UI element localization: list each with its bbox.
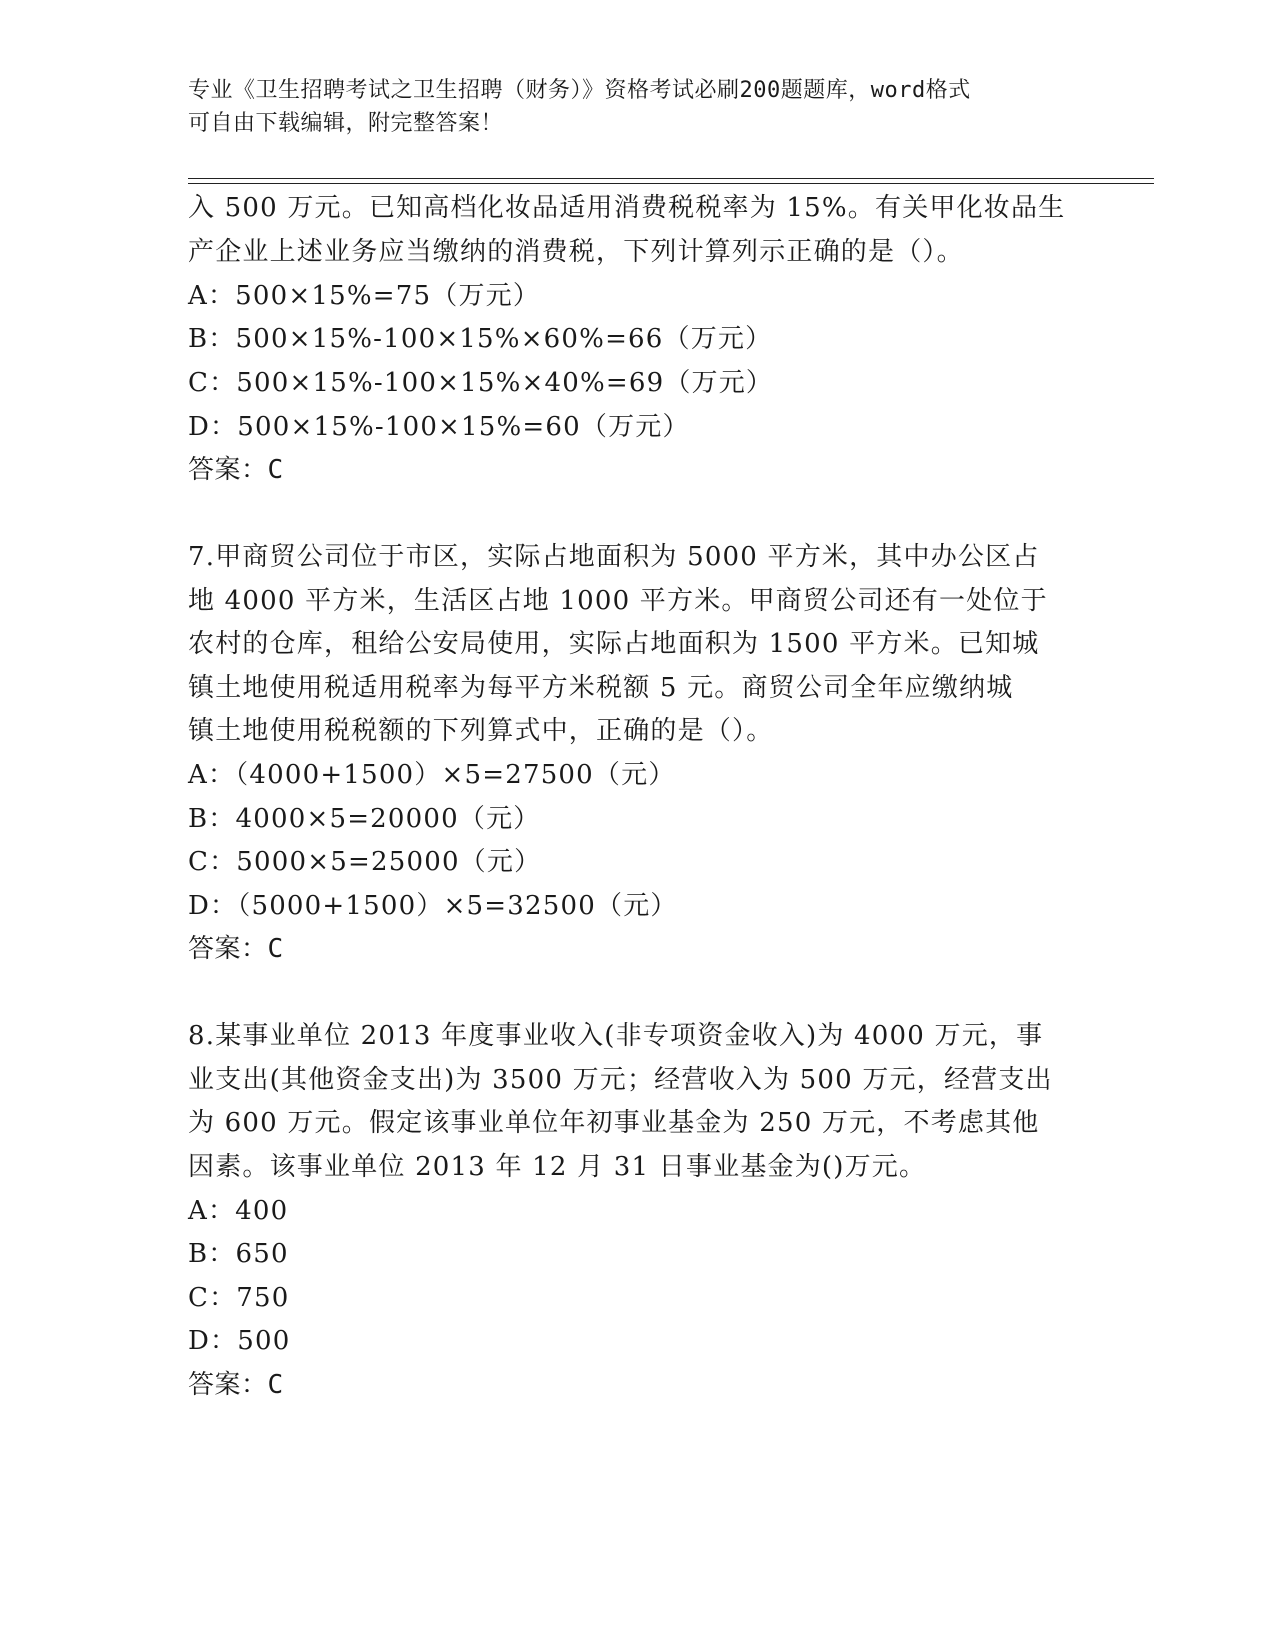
- question-8-stem-line-1: 8.某事业单位 2013 年度事业收入(非专项资金收入)为 4000 万元，事: [188, 1021, 1044, 1051]
- document-header: [188, 74, 1078, 140]
- question-7-stem-line-3: 农村的仓库，租给公安局使用，实际占地面积为 1500 平方米。已知城: [188, 629, 1040, 659]
- question-7-option-b: B：4000×5=20000（元）: [188, 804, 541, 834]
- question-8-stem-line-2: 业支出(其他资金支出)为 3500 万元；经营收入为 500 万元，经营支出: [188, 1065, 1053, 1095]
- question-8-option-b: B：650: [188, 1239, 289, 1269]
- question-6-option-c: C：500×15%-100×15%×40%=69（万元）: [188, 368, 774, 398]
- question-6-option-d: D：500×15%-100×15%=60（万元）: [188, 412, 690, 442]
- header-divider-bottom: [188, 183, 1154, 184]
- header-divider-top: [188, 178, 1154, 179]
- question-6-option-b: B：500×15%-100×15%×60%=66（万元）: [188, 324, 773, 354]
- question-6-stem-line-2: 产企业上述业务应当缴纳的消费税，下列计算列示正确的是（）。: [188, 237, 964, 267]
- header-title-line-1: 专业《卫生招聘考试之卫生招聘（财务）》资格考试必刷200题题库，word格式: [188, 78, 971, 103]
- question-8-stem-line-4: 因素。该事业单位 2013 年 12 月 31 日事业基金为()万元。: [188, 1152, 927, 1182]
- question-8-option-d: D：500: [188, 1326, 291, 1356]
- question-8-stem-line-3: 为 600 万元。假定该事业单位年初事业基金为 250 万元，不考虑其他: [188, 1108, 1040, 1138]
- question-7-option-a: A：（4000+1500）×5=27500（元）: [188, 760, 676, 790]
- question-8-option-c: C：750: [188, 1283, 290, 1313]
- header-title-line-2: 可自由下载编辑，附完整答案！: [188, 111, 504, 136]
- question-7-stem-line-2: 地 4000 平方米，生活区占地 1000 平方米。甲商贸公司还有一处位于: [188, 586, 1048, 616]
- question-7-stem-line-1: 7.甲商贸公司位于市区，实际占地面积为 5000 平方米，其中办公区占: [188, 542, 1040, 572]
- question-8-option-a: A：400: [188, 1196, 289, 1226]
- question-6-stem-line-1: 入 500 万元。已知高档化妆品适用消费税税率为 15%。有关甲化妆品生: [188, 193, 1066, 223]
- question-7-option-d: D：（5000+1500）×5=32500（元）: [188, 891, 678, 921]
- question-6-option-a: A：500×15%=75（万元）: [188, 281, 541, 311]
- question-7-stem-line-4: 镇土地使用税适用税率为每平方米税额 5 元。商贸公司全年应缴纳城: [188, 673, 1014, 703]
- question-6-answer: 答案：C: [188, 455, 284, 485]
- question-8-answer: 答案：C: [188, 1370, 284, 1400]
- question-7-option-c: C：5000×5=25000（元）: [188, 847, 542, 877]
- question-7-stem-line-5: 镇土地使用税税额的下列算式中，正确的是（）。: [188, 716, 774, 746]
- question-7-answer: 答案：C: [188, 934, 284, 964]
